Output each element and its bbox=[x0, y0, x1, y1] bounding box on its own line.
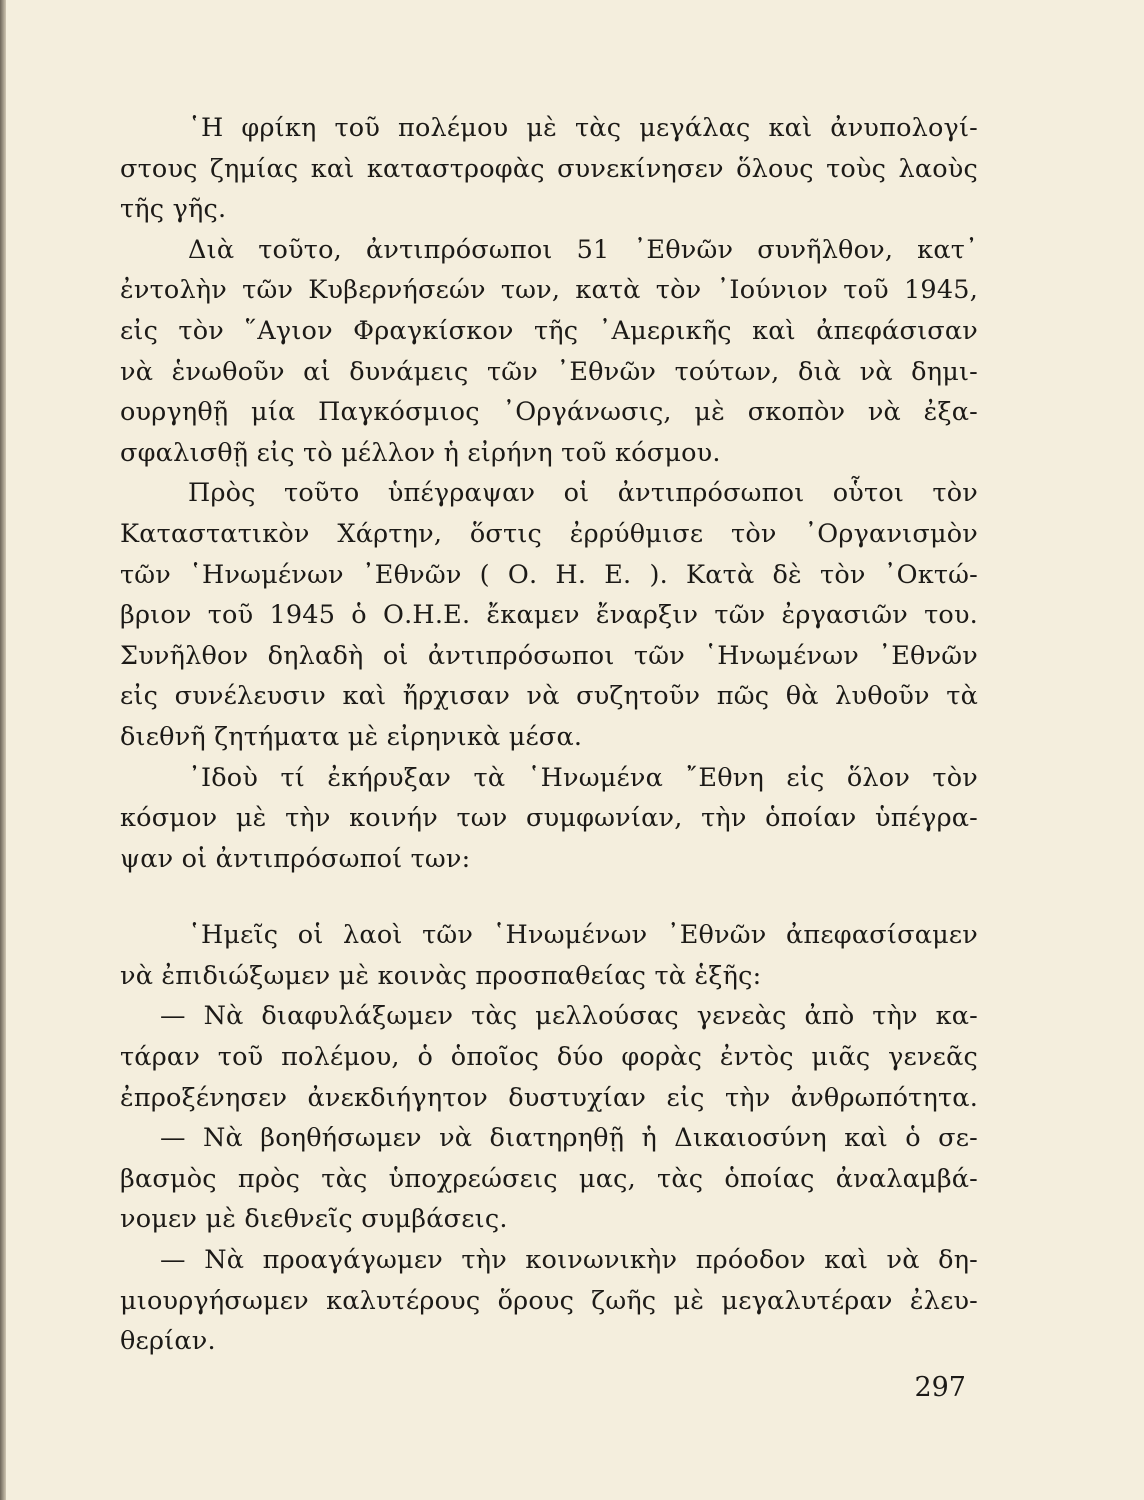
text-line: ῾Ημεῖς οἱ λαοὶ τῶν ῾Ηνωμένων ᾿Εθνῶν ἀπεφασίσαμεν bbox=[188, 920, 978, 951]
text-line: βασμὸς πρὸς τὰς ὑποχρεώσεις μας, τὰς ὁποίας ἀναλαμβά- bbox=[120, 1163, 978, 1194]
text-line: εἰς τὸν ῞Αγιον Φραγκίσκον τῆς ᾿Αμερικῆς καὶ ἀπεφάσισαν bbox=[120, 315, 978, 346]
text-line: Διὰ τοῦτο, ἀντιπρόσωποι 51 ᾿Εθνῶν συνῆλθον, κατ᾿ bbox=[188, 234, 978, 265]
text-line: νὰ ἐπιδιώξωμεν μὲ κοινὰς προσπαθείας τὰ ἑξῆς: bbox=[120, 960, 762, 991]
text-line: ῾Η φρίκη τοῦ πολέμου μὲ τὰς μεγάλας καὶ ἀνυπολογί- bbox=[188, 113, 978, 143]
text-line: κόσμον μὲ τὴν κοινήν των συμφωνίαν, τὴν ὁποίαν ὑπέγρα- bbox=[120, 803, 978, 834]
text-line: ουργηθῇ μία Παγκόσμιος ᾿Οργάνωσις, μὲ σκοπὸν νὰ ἐξα- bbox=[120, 397, 978, 428]
page-number: 297 bbox=[914, 1372, 966, 1403]
text-line: ἐντολὴν τῶν Κυβερνήσεών των, κατὰ τὸν ᾿Ιούνιον τοῦ 1945, bbox=[120, 275, 978, 306]
page-edge-shadow bbox=[0, 0, 6, 1500]
text-line: ἐπροξένησεν ἀνεκδιήγητον δυστυχίαν εἰς τὴν ἀνθρωπότητα. bbox=[120, 1082, 978, 1113]
text-line: θερίαν. bbox=[120, 1326, 216, 1357]
paragraph-gap bbox=[120, 879, 978, 915]
text-line: Καταστατικὸν Χάρτην, ὅστις ἐρρύθμισε τὸν ᾿Οργανισμὸν bbox=[120, 518, 978, 549]
text-line: ᾿Ιδοὺ τί ἐκήρυξαν τὰ ῾Ηνωμένα ῎Εθνη εἰς ὅλον τὸν bbox=[188, 762, 978, 793]
text-line: νὰ ἑνωθοῦν αἱ δυνάμεις τῶν ᾿Εθνῶν τούτων, διὰ νὰ δημι- bbox=[120, 356, 978, 387]
text-line: στους ζημίας καὶ καταστροφὰς συνεκίνησεν ὅλους τοὺς λαοὺς bbox=[120, 153, 978, 184]
text-line: — Νὰ διαφυλάξωμεν τὰς μελλούσας γενεὰς ἀπὸ τὴν κα- bbox=[160, 1001, 978, 1032]
text-line: — Νὰ βοηθήσωμεν νὰ διατηρηθῇ ἡ Δικαιοσύνη καὶ ὁ σε- bbox=[160, 1123, 978, 1154]
text-line: βριον τοῦ 1945 ὁ Ο.Η.Ε. ἔκαμεν ἔναρξιν τῶν ἐργασιῶν του. bbox=[120, 600, 978, 631]
text-line: τῶν ῾Ηνωμένων ᾿Εθνῶν ( Ο. Η. Ε. ). Κατὰ δὲ τὸν ᾿Οκτώ- bbox=[120, 559, 978, 590]
text-line: διεθνῆ ζητήματα μὲ εἰρηνικὰ μέσα. bbox=[120, 721, 583, 752]
text-line: Πρὸς τοῦτο ὑπέγραψαν οἱ ἀντιπρόσωποι οὗτοι τὸν bbox=[188, 478, 978, 509]
text-line: μιουργήσωμεν καλυτέρους ὅρους ζωῆς μὲ μεγαλυτέραν ἐλευ- bbox=[120, 1285, 978, 1316]
text-line: τάραν τοῦ πολέμου, ὁ ὁποῖος δύο φορὰς ἐντὸς μιᾶς γενεᾶς bbox=[120, 1042, 978, 1073]
text-line: εἰς συνέλευσιν καὶ ἤρχισαν νὰ συζητοῦν πῶς θὰ λυθοῦν τὰ bbox=[120, 681, 978, 712]
text-line: — Νὰ προαγάγωμεν τὴν κοινωνικὴν πρόοδον καὶ νὰ δη- bbox=[160, 1245, 978, 1276]
text-line: τῆς γῆς. bbox=[120, 194, 227, 225]
text-line: ψαν οἱ ἀντιπρόσωποί των: bbox=[120, 843, 471, 874]
text-line: σφαλισθῇ εἰς τὸ μέλλον ἡ εἰρήνη τοῦ κόσμου. bbox=[120, 437, 721, 468]
text-line: Συνῆλθον δηλαδὴ οἱ ἀντιπρόσωποι τῶν ῾Ηνωμένων ᾿Εθνῶν bbox=[120, 640, 978, 671]
text-line: νομεν μὲ διεθνεῖς συμβάσεις. bbox=[120, 1204, 508, 1235]
book-page-text bbox=[120, 108, 978, 1362]
